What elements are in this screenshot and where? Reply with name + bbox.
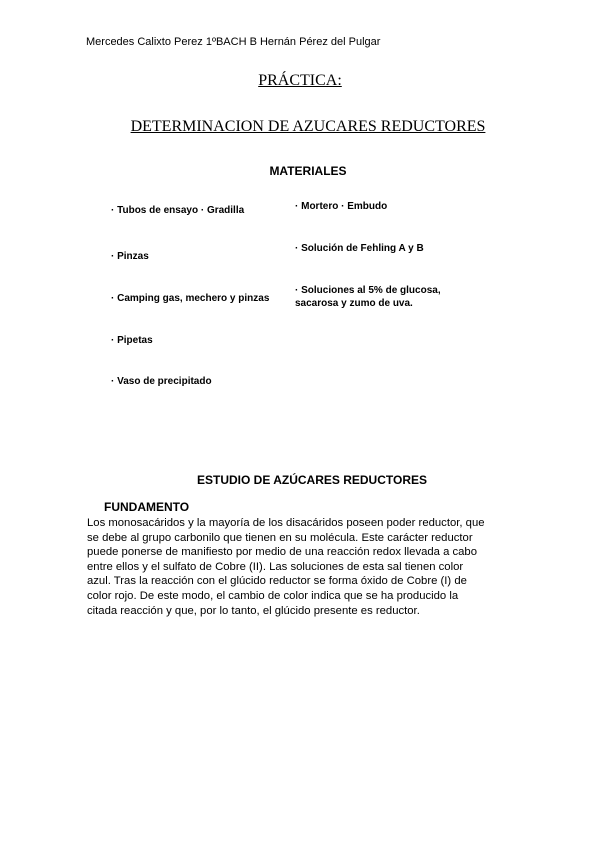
material-item: · Tubos de ensayo · Gradilla (111, 205, 245, 216)
paragraph-line: entre ellos y el sulfato de Cobre (II). Las soluciones de esta sal tienen color (87, 560, 464, 573)
study-heading: ESTUDIO DE AZÚCARES REDUCTORES (196, 473, 428, 487)
fundamento-paragraph (87, 516, 517, 618)
material-item: · Pinzas (111, 251, 149, 262)
material-item: · Solución de Fehling A y B (295, 243, 424, 254)
practice-title: PRÁCTICA: (258, 72, 342, 89)
main-title: DETERMINACION DE AZUCARES REDUCTORES (130, 118, 486, 135)
material-item: · Mortero · Embudo (295, 201, 388, 212)
material-item: · Camping gas, mechero y pinzas (111, 293, 270, 304)
paragraph-line: azul. Tras la reacción con el glúcido reductor se forma óxido de Cobre (I) de (87, 575, 467, 588)
paragraph-line: se debe al grupo carbonilo que tienen en su molécula. Este carácter reductor (87, 531, 473, 544)
paragraph-line: puede ponerse de manifiesto por medio de una reacción redox llevada a cabo (87, 546, 478, 559)
paragraph-line: Los monosacáridos y la mayoría de los disacáridos poseen poder reductor, que (87, 517, 485, 529)
fundamento-heading: FUNDAMENTO (104, 500, 190, 514)
material-item: · Pipetas (111, 335, 153, 346)
materials-heading: MATERIALES (269, 164, 347, 178)
material-item: · Soluciones al 5% de glucosa, (295, 285, 441, 296)
author-header: Mercedes Calixto Perez 1ºBACH B Hernán Pérez del Pulgar (86, 36, 381, 48)
material-item: sacarosa y zumo de uva. (295, 298, 413, 309)
material-item: · Vaso de precipitado (111, 376, 212, 387)
paragraph-line: citada reacción y que, por lo tanto, el glúcido presente es reductor. (87, 604, 420, 617)
paragraph-line: color rojo. De este modo, el cambio de color indica que se ha producido la (87, 589, 459, 602)
